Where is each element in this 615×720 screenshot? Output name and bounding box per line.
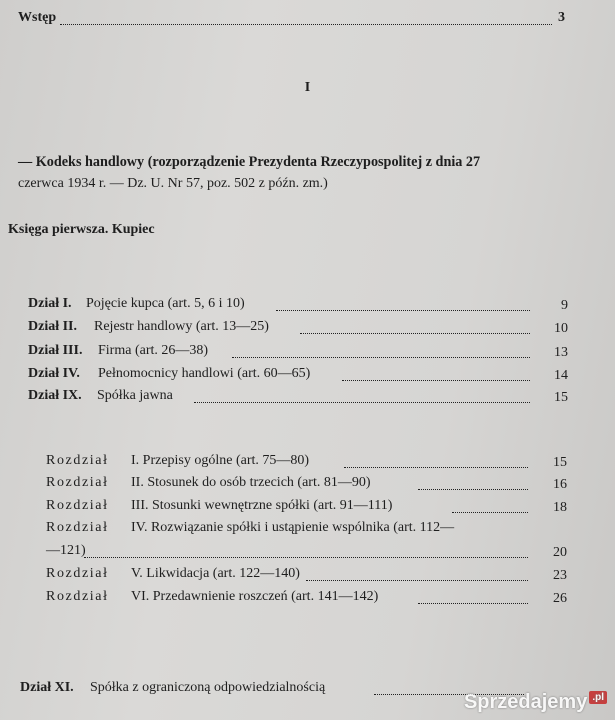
chapter-title-continuation: —121) <box>46 543 86 558</box>
chapter-page: 16 <box>553 477 567 492</box>
leader-dots <box>300 333 530 334</box>
department-page: 14 <box>554 368 568 383</box>
leader-dots <box>344 467 528 468</box>
chapter-label: Rozdział <box>46 453 109 468</box>
department-label: Dział XI. <box>20 680 74 695</box>
chapter-title: VI. Przedawnienie roszczeń (art. 141—142) <box>131 589 379 604</box>
watermark-badge: .pl <box>589 691 607 704</box>
watermark-text: Sprzedajemy <box>463 691 588 713</box>
chapter-page: 26 <box>553 591 567 606</box>
chapter-page: 23 <box>553 568 567 583</box>
leader-dots <box>452 512 528 513</box>
department-page: 15 <box>554 390 568 405</box>
department-label: Dział I. <box>28 296 72 311</box>
leader-dots <box>306 580 528 581</box>
leader-dots <box>418 489 528 490</box>
book-title: Księga pierwsza. Kupiec <box>8 222 155 237</box>
chapter-title: IV. Rozwiązanie spółki i ustąpienie wspólnika (art. 112— <box>131 520 455 535</box>
department-label: Dział II. <box>28 319 77 334</box>
intro-page: 3 <box>558 10 565 25</box>
chapter-label: Rozdział <box>46 566 109 581</box>
chapter-label: Rozdział <box>46 589 109 604</box>
watermark-logo <box>464 691 607 714</box>
chapter-page: 15 <box>553 455 567 470</box>
leader-dots <box>232 357 530 358</box>
chapter-title: III. Stosunki wewnętrzne spółki (art. 91—111) <box>131 498 393 513</box>
chapter-title: II. Stosunek do osób trzecich (art. 81—90) <box>131 475 371 490</box>
chapter-page: 18 <box>553 500 567 515</box>
intro-leader-dots <box>60 24 552 25</box>
department-label: Dział III. <box>28 343 83 358</box>
leader-dots <box>84 557 528 558</box>
chapter-title: I. Przepisy ogólne (art. 75—80) <box>131 453 310 468</box>
intro-label: Wstęp <box>18 10 57 25</box>
department-page: 10 <box>554 321 568 336</box>
chapter-label: Rozdział <box>46 520 109 535</box>
chapter-label: Rozdział <box>46 498 109 513</box>
department-page: 13 <box>554 345 568 360</box>
code-title-line-2: czerwca 1934 r. — Dz. U. Nr 57, poz. 502 z późn. zm.) <box>18 176 328 191</box>
department-page: 9 <box>561 298 568 313</box>
department-title: Rejestr handlowy (art. 13—25) <box>94 319 269 334</box>
department-label: Dział IX. <box>28 388 82 403</box>
department-title: Pełnomocnicy handlowi (art. 60—65) <box>98 366 311 381</box>
code-title-line-1: — Kodeks handlowy (rozporządzenie Prezydenta Rzeczypospolitej z dnia 27 <box>18 154 481 170</box>
leader-dots <box>276 310 530 311</box>
chapter-label: Rozdział <box>46 475 109 490</box>
leader-dots <box>342 380 530 381</box>
leader-dots <box>194 402 530 403</box>
leader-dots <box>418 603 528 604</box>
department-label: Dział IV. <box>28 366 80 381</box>
chapter-title: V. Likwidacja (art. 122—140) <box>131 566 300 581</box>
department-title: Spółka jawna <box>97 388 173 403</box>
bleed-through-texture <box>120 60 520 620</box>
department-title: Firma (art. 26—38) <box>98 343 209 358</box>
section-numeral: I <box>304 80 311 95</box>
department-title: Pojęcie kupca (art. 5, 6 i 10) <box>86 296 245 311</box>
chapter-page: 20 <box>553 545 567 560</box>
department-title: Spółka z ograniczoną odpowiedzialnością <box>90 680 326 695</box>
